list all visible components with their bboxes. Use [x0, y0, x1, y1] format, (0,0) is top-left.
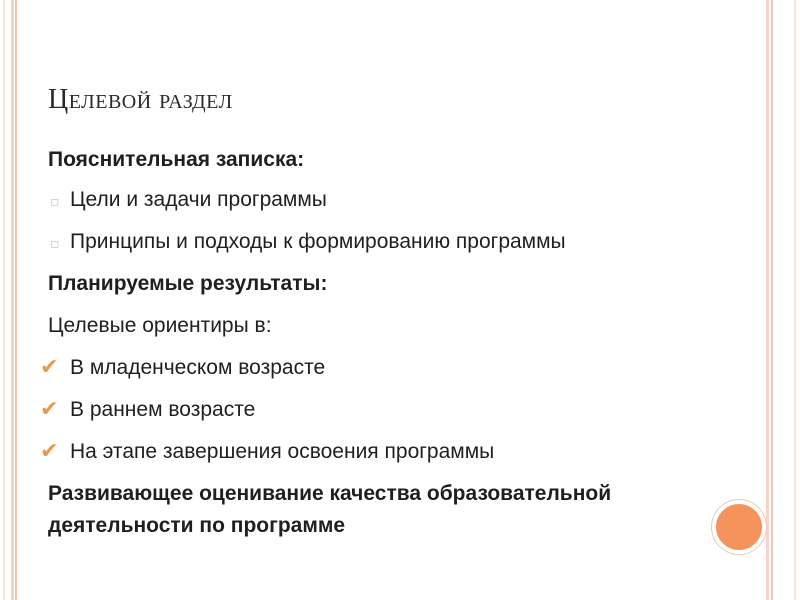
right-rail-inner: [771, 0, 773, 600]
section-intro: Целевые ориентиры в:: [48, 314, 272, 337]
orange-circle-decoration: [712, 500, 766, 554]
checkmark-icon: ✔: [40, 355, 59, 380]
left-rail: [11, 0, 14, 600]
list-item: Цели и задачи программы: [70, 188, 327, 211]
list-item: На этапе завершения освоения программы: [70, 440, 495, 463]
right-rail-outer: [794, 0, 796, 600]
section-heading-assessment: Развивающее оценивание качества образовательной деятельности по программе: [48, 482, 612, 537]
list-item: Принципы и подходы к формированию программы: [70, 230, 566, 253]
right-rail: [766, 0, 769, 600]
checkmark-icon: ✔: [40, 397, 59, 422]
left-rail-outer: [3, 0, 5, 600]
list-item: В раннем возрасте: [70, 398, 256, 421]
left-rail-inner: [15, 0, 17, 600]
slide-title: Целевой раздел: [48, 84, 233, 115]
section-heading-explanatory-note: Пояснительная записка:: [48, 148, 305, 171]
square-bullet-icon: ▫: [50, 236, 60, 252]
section-heading-planned-results: Планируемые результаты:: [48, 272, 328, 295]
checkmark-icon: ✔: [40, 439, 59, 464]
list-item: В младенческом возрасте: [70, 356, 326, 379]
square-bullet-icon: ▫: [50, 194, 60, 210]
